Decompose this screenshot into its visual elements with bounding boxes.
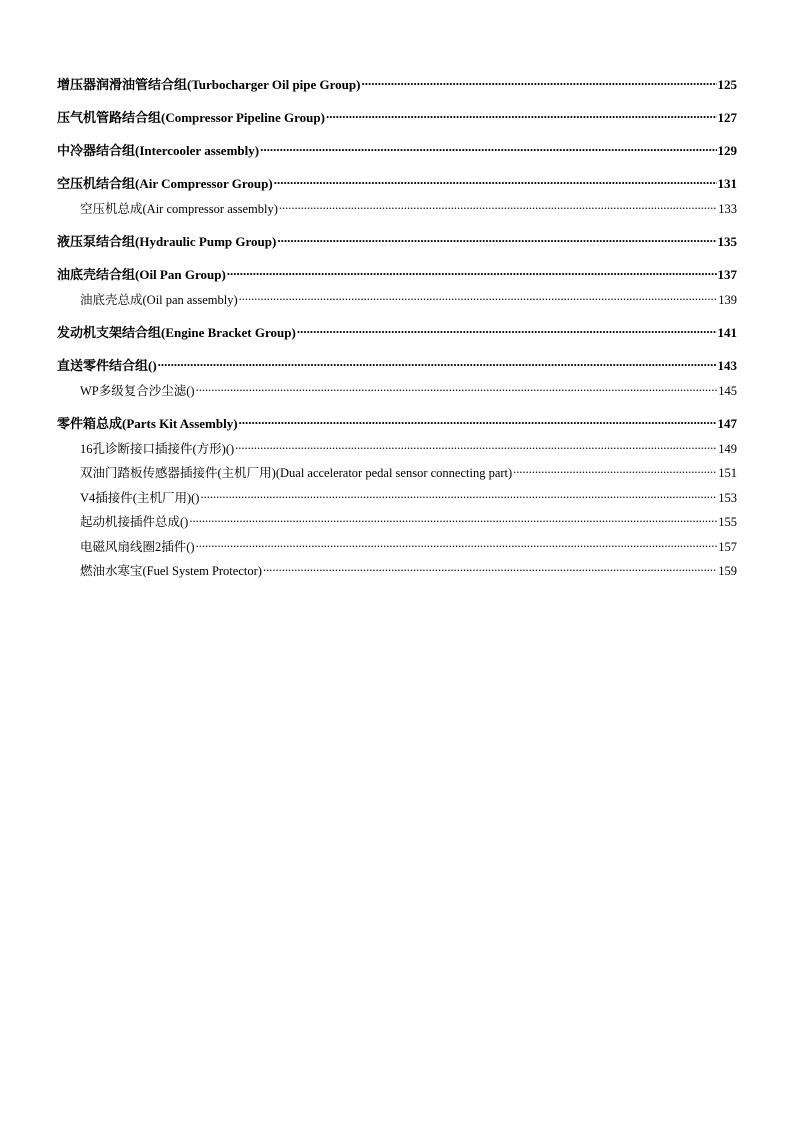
toc-dot-leader xyxy=(227,266,717,279)
toc-dot-leader xyxy=(279,200,717,213)
toc-dot-leader xyxy=(200,489,717,502)
toc-page-number: 157 xyxy=(718,539,737,554)
toc-dot-leader xyxy=(277,233,716,246)
toc-entry-title: 零件箱总成(Parts Kit Assembly) xyxy=(57,416,238,431)
toc-subentry-electromagnetic-fan-coil-connector[interactable] xyxy=(57,538,737,554)
toc-dot-leader xyxy=(239,291,718,304)
toc-entry-title: 直送零件结合组() xyxy=(57,358,157,373)
toc-entry-hydraulic-pump-group[interactable] xyxy=(57,233,737,249)
toc-page-number: 133 xyxy=(718,201,737,216)
toc-entry-title: 16孔诊断接口插接件(方形)() xyxy=(80,441,235,456)
toc-subentry-fuel-system-protector[interactable] xyxy=(57,563,737,579)
toc-page-number: 159 xyxy=(718,564,737,578)
toc-entry-direct-parts-group[interactable] xyxy=(57,357,737,373)
toc-dot-leader xyxy=(274,175,717,188)
toc-entry-title: 增压器润滑油管结合组(Turbocharger Oil pipe Group) xyxy=(57,77,361,92)
toc-dot-leader xyxy=(235,440,717,453)
table-of-contents xyxy=(57,76,737,587)
toc-page-number: 149 xyxy=(718,441,737,456)
toc-entry-oil-pan-group[interactable] xyxy=(57,266,737,282)
toc-page-number: 131 xyxy=(717,176,737,191)
toc-subentry-oil-pan-assembly[interactable] xyxy=(57,291,737,307)
toc-dot-leader xyxy=(260,142,716,155)
toc-entry-title: 油底壳结合组(Oil Pan Group) xyxy=(57,267,226,282)
toc-dot-leader xyxy=(263,563,717,576)
toc-page-number: 155 xyxy=(718,515,737,529)
toc-page-number: 129 xyxy=(717,143,737,158)
toc-dot-leader xyxy=(158,357,717,370)
toc-dot-leader xyxy=(196,382,718,395)
toc-subentry-starter-connector-assembly[interactable] xyxy=(57,514,737,530)
toc-entry-title: 起动机接插件总成() xyxy=(80,515,189,529)
toc-entry-title: 燃油水寒宝(Fuel System Protector) xyxy=(80,564,262,578)
toc-dot-leader xyxy=(297,324,717,337)
toc-page-number: 135 xyxy=(717,234,737,249)
toc-entry-parts-kit-assembly[interactable] xyxy=(57,415,737,431)
toc-subentry-wp-dust-filter[interactable] xyxy=(57,382,737,398)
toc-entry-title: 中冷器结合组(Intercooler assembly) xyxy=(57,143,260,158)
toc-dot-leader xyxy=(189,514,717,527)
toc-page-number: 143 xyxy=(717,358,737,373)
toc-entry-air-compressor-group[interactable] xyxy=(57,175,737,191)
toc-dot-leader xyxy=(361,76,716,89)
toc-entry-title: 压气机管路结合组(Compressor Pipeline Group) xyxy=(57,110,325,125)
toc-page-number: 141 xyxy=(717,325,737,340)
toc-entry-title: 双油门踏板传感器插接件(主机厂用)(Dual accelerator pedal sensor connecting part) xyxy=(80,466,513,480)
toc-dot-leader xyxy=(513,465,717,478)
toc-entry-title: 发动机支架结合组(Engine Bracket Group) xyxy=(57,325,296,340)
toc-entry-compressor-pipeline-group[interactable] xyxy=(57,109,737,125)
toc-entry-title: 电磁风扇线圈2插件() xyxy=(80,539,195,554)
toc-dot-leader xyxy=(239,415,717,428)
toc-page-number: 147 xyxy=(717,416,737,431)
toc-page-number: 151 xyxy=(718,466,737,480)
toc-subentry-16-pin-diagnostic-connector[interactable] xyxy=(57,440,737,456)
toc-dot-leader xyxy=(326,109,717,122)
toc-page-number: 127 xyxy=(717,110,737,125)
toc-page-number: 139 xyxy=(718,292,737,307)
toc-entry-title: 油底壳总成(Oil pan assembly) xyxy=(80,292,238,307)
toc-entry-title: 液压泵结合组(Hydraulic Pump Group) xyxy=(57,234,277,249)
toc-entry-title: WP多级复合沙尘滤() xyxy=(80,383,195,398)
toc-subentry-dual-accelerator-pedal-sensor-connector[interactable] xyxy=(57,465,737,481)
toc-subentry-air-compressor-assembly[interactable] xyxy=(57,200,737,216)
toc-page-number: 153 xyxy=(718,490,737,505)
toc-entry-title: V4插接件(主机厂用)() xyxy=(80,490,200,505)
toc-page-number: 125 xyxy=(717,77,737,92)
toc-entry-turbocharger-oil-pipe-group[interactable] xyxy=(57,76,737,92)
toc-subentry-v4-connector[interactable] xyxy=(57,489,737,505)
toc-page-number: 137 xyxy=(717,267,737,282)
toc-entry-engine-bracket-group[interactable] xyxy=(57,324,737,340)
toc-page-number: 145 xyxy=(718,383,737,398)
toc-entry-title: 空压机总成(Air compressor assembly) xyxy=(80,201,278,216)
toc-entry-title: 空压机结合组(Air Compressor Group) xyxy=(57,176,273,191)
toc-dot-leader xyxy=(196,538,718,551)
toc-entry-intercooler-assembly[interactable] xyxy=(57,142,737,158)
